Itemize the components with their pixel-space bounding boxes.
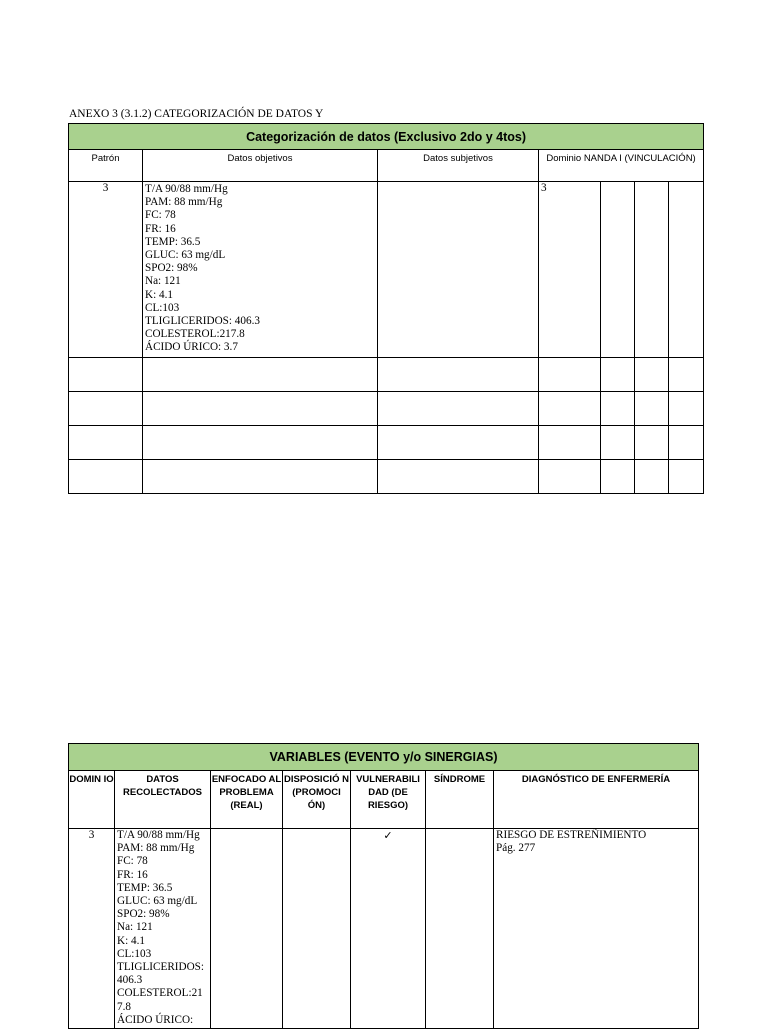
list-item: TEMP: 36.5 — [117, 881, 173, 894]
categorization-title: Categorización de datos (Exclusivo 2do y 4tos) — [69, 124, 704, 150]
dominio-cell: 3 — [539, 182, 601, 358]
empty-cell — [378, 426, 539, 460]
list-item: T/A 90/88 mm/Hg — [145, 183, 228, 195]
variables-title: VARIABLES (EVENTO y/o SINERGIAS) — [69, 744, 699, 771]
table-row — [69, 426, 704, 460]
header-datos-objetivos: Datos objetivos — [143, 150, 378, 182]
list-item: GLUC: 63 mg/dL — [117, 895, 198, 908]
list-item: TLIGLICERIDOS: 406.3 — [145, 315, 260, 328]
header-diagnostico: DIAGNÓSTICO DE ENFERMERÍA — [494, 771, 699, 829]
list-item: SPO2: 98% — [117, 908, 170, 921]
list-item: CL:103 — [145, 301, 180, 314]
list-item: ÁCIDO ÚRICO: 3.7 — [145, 341, 238, 354]
empty-cell — [69, 358, 143, 392]
empty-cell — [539, 392, 601, 426]
datos-subjetivos-cell — [378, 182, 539, 358]
table-row — [69, 182, 704, 358]
empty-cell — [635, 182, 669, 358]
list-item: COLESTEROL:217.8 — [145, 328, 245, 341]
list-item: TLIGLICERIDOS: — [117, 961, 205, 974]
diagnostico-page: Pág. 277 — [496, 842, 536, 855]
list-item: FC: 78 — [145, 209, 176, 222]
list-item: K: 4.1 — [117, 934, 145, 947]
diagnostico-cell — [494, 829, 699, 1029]
list-item: CL:103 — [117, 947, 152, 960]
empty-cell — [669, 460, 704, 494]
empty-cell — [601, 460, 635, 494]
list-item: T/A 90/88 mm/Hg — [117, 829, 200, 841]
list-item: FR: 16 — [117, 868, 148, 881]
list-item: 406.3 — [117, 974, 143, 987]
empty-cell — [601, 392, 635, 426]
list-item: Na: 121 — [117, 921, 153, 934]
list-item: ÁCIDO ÚRICO: — [117, 1013, 194, 1026]
vulnerabilidad-check-cell — [351, 829, 426, 1029]
empty-cell — [143, 358, 378, 392]
empty-cell — [539, 460, 601, 494]
empty-cell — [69, 392, 143, 426]
empty-cell — [143, 460, 378, 494]
variables-table — [68, 743, 699, 1029]
empty-cell — [669, 392, 704, 426]
list-item: K: 4.1 — [145, 288, 173, 301]
list-item: GLUC: 63 mg/dL — [145, 249, 226, 262]
annex-title: ANEXO 3 (3.1.2) CATEGORIZACIÓN DE DATOS Y — [69, 108, 324, 120]
empty-cell — [378, 460, 539, 494]
empty-cell — [669, 182, 704, 358]
list-item: SPO2: 98% — [145, 262, 198, 275]
table-row — [69, 460, 704, 494]
empty-cell — [378, 358, 539, 392]
header-datos-recolectados: DATOS RECOLECTADOS — [115, 771, 211, 829]
checkmark-icon: ✓ — [383, 830, 393, 842]
list-item: FC: 78 — [117, 855, 148, 868]
patron-cell: 3 — [69, 182, 143, 358]
categorization-table — [68, 123, 704, 494]
table-row — [69, 392, 704, 426]
header-patron: Patrón — [69, 150, 143, 182]
empty-cell — [601, 182, 635, 358]
empty-cell — [601, 426, 635, 460]
diagnostico-text: RIESGO DE ESTREÑIMIENTO — [496, 829, 647, 841]
header-dominio: DOMIN IO — [69, 771, 115, 829]
list-item: COLESTEROL:21 — [117, 987, 203, 1000]
datos-objetivos-cell — [143, 182, 378, 358]
dominio-cell: 3 — [69, 829, 115, 1029]
empty-cell — [143, 392, 378, 426]
list-item: 7.8 — [117, 1000, 131, 1013]
empty-cell — [669, 358, 704, 392]
header-dominio-nanda: Dominio NANDA I (VINCULACIÓN) — [539, 150, 704, 182]
empty-cell — [635, 426, 669, 460]
empty-cell — [539, 358, 601, 392]
table-row — [69, 358, 704, 392]
enfocado-cell — [211, 829, 283, 1029]
empty-cell — [378, 392, 539, 426]
header-enfocado: ENFOCADO AL PROBLEMA (REAL) — [211, 771, 283, 829]
list-item: Na: 121 — [145, 275, 181, 288]
table-row — [69, 829, 699, 1029]
empty-cell — [635, 460, 669, 494]
list-item: PAM: 88 mm/Hg — [117, 842, 195, 855]
header-vulnerabilidad: VULNERABILI DAD (DE RIESGO) — [351, 771, 426, 829]
list-item: TEMP: 36.5 — [145, 235, 201, 248]
empty-cell — [539, 426, 601, 460]
empty-cell — [635, 392, 669, 426]
list-item: FR: 16 — [145, 222, 176, 235]
sindrome-cell — [426, 829, 494, 1029]
empty-cell — [69, 426, 143, 460]
datos-recolectados-cell — [115, 829, 211, 1029]
empty-cell — [669, 426, 704, 460]
header-sindrome: SÍNDROME — [426, 771, 494, 829]
empty-cell — [69, 460, 143, 494]
empty-cell — [635, 358, 669, 392]
empty-cell — [143, 426, 378, 460]
header-disposicion: DISPOSICIÓ N (PROMOCI ÓN) — [283, 771, 351, 829]
list-item: PAM: 88 mm/Hg — [145, 196, 223, 209]
empty-cell — [601, 358, 635, 392]
disposicion-cell — [283, 829, 351, 1029]
header-datos-subjetivos: Datos subjetivos — [378, 150, 539, 182]
